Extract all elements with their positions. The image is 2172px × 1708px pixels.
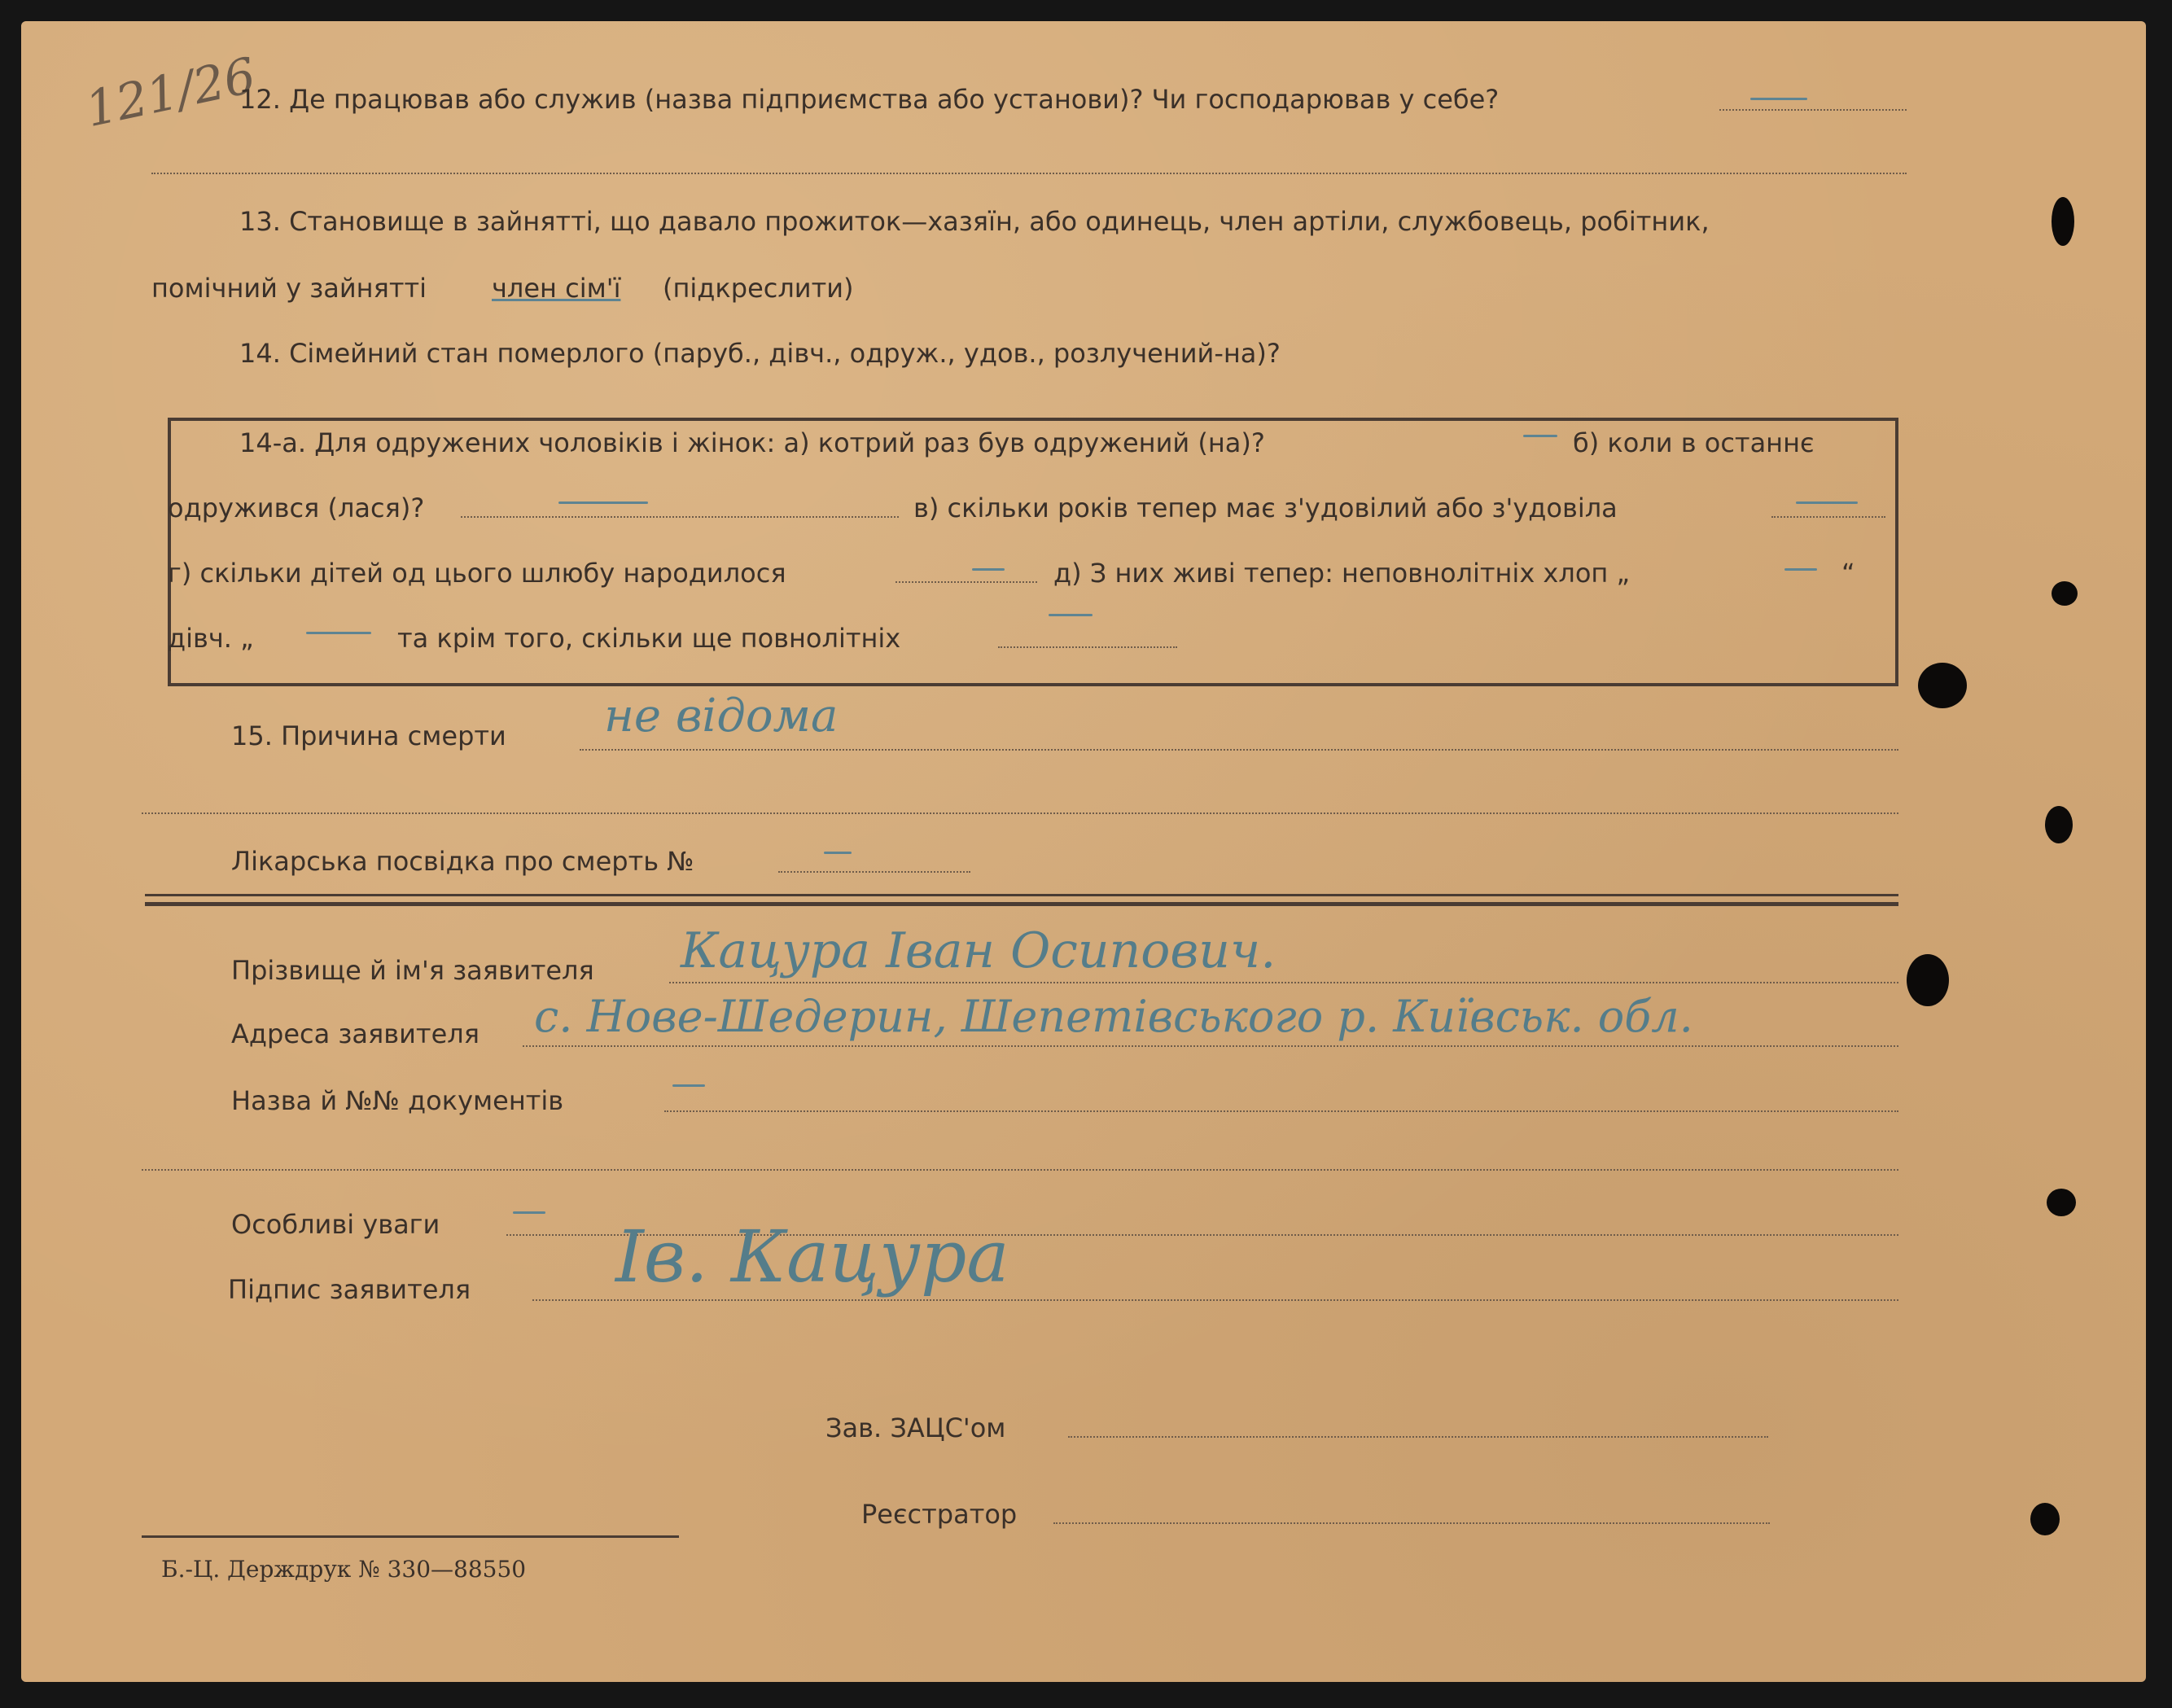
divider-rule-top	[145, 894, 1898, 896]
documents-line	[664, 1110, 1898, 1112]
q15-answer: не відома	[604, 690, 839, 742]
q14a-answer-g	[1049, 614, 1093, 616]
q14a-answer-c	[1796, 501, 1858, 504]
applicant-signature: Ів. Кацура	[615, 1215, 1009, 1299]
notes-label: Особливі уваги	[231, 1209, 440, 1240]
q14a-answer-f	[306, 632, 371, 634]
q14a-line2a: одружився (лася)?	[168, 493, 425, 523]
q15-answer-line	[580, 749, 1898, 751]
q14a-line4b: та крім того, скільки ще повнолітніх	[397, 623, 901, 654]
zags-head-line	[1068, 1436, 1768, 1438]
applicant-name-value: Кацура Іван Осипович.	[681, 922, 1276, 979]
binding-hole	[1918, 663, 1967, 708]
signature-line	[532, 1299, 1898, 1301]
documents-answer	[672, 1084, 705, 1087]
q14-label: 14. Сімейний стан померлого (паруб., дівч., одруж., удов., розлучений-на)?	[239, 338, 1281, 369]
q14a-answer-b-line	[461, 516, 899, 518]
signature-label: Підпис заявителя	[228, 1274, 471, 1305]
q15-answer-line-2	[142, 812, 1898, 814]
binding-hole	[2030, 1503, 2060, 1535]
q14a-answer-g-line	[998, 646, 1177, 648]
q14a-line1b: б) коли в останнє	[1573, 427, 1815, 458]
q12-label: 12. Де працював або служив (назва підприємства або установи)? Чи господарював у себе?	[239, 84, 1500, 115]
q14a-line3b: д) З них живі тепер: неповнолітніх хлоп „	[1053, 558, 1631, 589]
applicant-address-line	[523, 1045, 1898, 1047]
q13-line2-prefix: помічний у зайнятті	[151, 273, 427, 304]
q14a-answer-d	[972, 568, 1005, 571]
q14a-line1a: 14-а. Для одружених чоловіків і жінок: а) котрий раз був одружений (на)?	[239, 427, 1265, 458]
q14a-answer-c-line	[1771, 516, 1885, 518]
q14a-line3a: г) скільки дітей од цього шлюбу народилося	[168, 558, 786, 589]
registrar-line	[1053, 1522, 1770, 1524]
printer-rule	[142, 1535, 679, 1538]
applicant-name-line	[669, 982, 1898, 983]
q12-answer-dash	[1750, 98, 1807, 100]
handwritten-page-number: 121/26	[81, 46, 261, 139]
q14a-answer-d-line	[896, 581, 1037, 583]
medical-certificate-label: Лікарська посвідка про смерть №	[231, 846, 694, 877]
form-sheet	[21, 21, 2146, 1682]
documents-line-2	[142, 1169, 1898, 1171]
q14a-line4a: дівч. „	[168, 623, 254, 654]
q15-label: 15. Причина смерти	[231, 720, 506, 751]
documents-label: Назва й №№ документів	[231, 1085, 564, 1116]
medical-certificate-answer	[824, 852, 852, 854]
binding-hole	[1907, 954, 1949, 1006]
q12-answer-line-2	[151, 173, 1907, 174]
medical-certificate-line	[778, 871, 970, 873]
q14a-answer-a	[1523, 435, 1557, 437]
binding-hole	[2052, 581, 2078, 606]
q13-line2-suffix: (підкреслити)	[663, 273, 854, 304]
q14a-line2b: в) скільки років тепер має з'удовілий або з'удовіла	[913, 493, 1618, 523]
registrar-label: Реєстратор	[861, 1499, 1018, 1530]
notes-answer	[513, 1211, 545, 1214]
q13-line2-underlined: член сім'ї	[492, 273, 621, 304]
q13-line1: 13. Становище в зайнятті, що давало прожиток—хазяїн, або одинець, член артіли, службовець, робітник,	[239, 206, 1710, 237]
applicant-name-label: Прізвище й ім'я заявителя	[231, 955, 594, 986]
binding-hole	[2045, 806, 2073, 843]
q12-answer-line	[1719, 109, 1907, 111]
binding-hole	[2052, 197, 2074, 246]
applicant-address-label: Адреса заявителя	[231, 1018, 480, 1049]
applicant-address-value: с. Нове-Шедерин, Шепетівського р. Київськ. обл.	[534, 991, 1693, 1042]
q14a-answer-b	[558, 501, 648, 504]
zags-head-label: Зав. ЗАЦС'ом	[825, 1412, 1006, 1443]
divider-rule-bottom	[145, 902, 1898, 906]
q14a-answer-e	[1784, 568, 1817, 571]
printer-imprint: Б.-Ц. Держдрук № 330—88550	[161, 1556, 527, 1583]
binding-hole	[2047, 1189, 2076, 1216]
q14a-line3c: “	[1841, 558, 1855, 589]
